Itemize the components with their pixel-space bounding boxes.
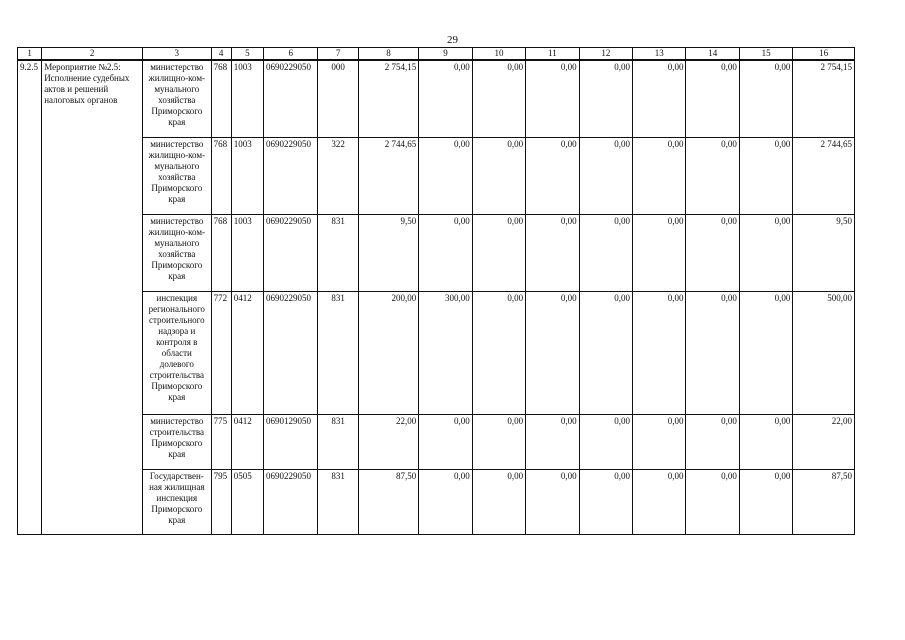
page-number: 29 <box>447 34 458 46</box>
code-cell: 831 <box>318 292 358 415</box>
amount-cell: 0,00 <box>526 60 579 138</box>
amount-cell: 2 744,65 <box>358 138 419 215</box>
column-header: 11 <box>526 48 579 61</box>
code-cell: 768 <box>211 215 231 292</box>
column-header: 7 <box>318 48 358 61</box>
amount-cell: 0,00 <box>739 138 792 215</box>
column-header: 3 <box>143 48 212 61</box>
code-cell: 1003 <box>231 215 263 292</box>
amount-cell: 22,00 <box>358 415 419 470</box>
organization-cell: инспекция регионального строительного надзора и контроля в области долевого строительства Приморского края <box>143 292 212 415</box>
column-header: 14 <box>686 48 739 61</box>
amount-cell: 0,00 <box>686 470 739 535</box>
code-cell: 0690229050 <box>264 138 318 215</box>
amount-cell: 0,00 <box>472 415 525 470</box>
amount-cell: 0,00 <box>419 470 472 535</box>
amount-cell: 0,00 <box>579 470 632 535</box>
measure-number: 9.2.5 <box>18 60 42 535</box>
table-row <box>18 215 855 292</box>
total-cell: 2 744,65 <box>793 138 855 215</box>
amount-cell: 0,00 <box>579 60 632 138</box>
code-cell: 772 <box>211 292 231 415</box>
organization-cell: Государствен-ная жилищная инспекция Приморского края <box>143 470 212 535</box>
code-cell: 0690129050 <box>264 415 318 470</box>
total-cell: 87,50 <box>793 470 855 535</box>
code-cell: 768 <box>211 138 231 215</box>
amount-cell: 0,00 <box>739 60 792 138</box>
column-header: 16 <box>793 48 855 61</box>
amount-cell: 0,00 <box>526 138 579 215</box>
amount-cell: 2 754,15 <box>358 60 419 138</box>
code-cell: 000 <box>318 60 358 138</box>
column-header: 10 <box>472 48 525 61</box>
amount-cell: 0,00 <box>419 215 472 292</box>
code-cell: 831 <box>318 470 358 535</box>
measure-name: Мероприятие №2.5: Исполнение судебных актов и решений налоговых органов <box>42 60 143 535</box>
amount-cell: 0,00 <box>472 215 525 292</box>
column-header: 15 <box>739 48 792 61</box>
code-cell: 795 <box>211 470 231 535</box>
amount-cell: 0,00 <box>526 470 579 535</box>
organization-cell: министерство жилищно-ком-мунального хозяйства Приморского края <box>143 60 212 138</box>
amount-cell: 0,00 <box>686 415 739 470</box>
code-cell: 1003 <box>231 138 263 215</box>
organization-cell: министерство строительства Приморского края <box>143 415 212 470</box>
amount-cell: 0,00 <box>739 415 792 470</box>
amount-cell: 0,00 <box>526 415 579 470</box>
table-row <box>18 60 855 138</box>
amount-cell: 0,00 <box>633 415 686 470</box>
amount-cell: 0,00 <box>686 292 739 415</box>
table-row <box>18 138 855 215</box>
amount-cell: 0,00 <box>739 470 792 535</box>
amount-cell: 0,00 <box>633 292 686 415</box>
amount-cell: 0,00 <box>526 215 579 292</box>
code-cell: 0412 <box>231 415 263 470</box>
amount-cell: 0,00 <box>579 215 632 292</box>
amount-cell: 300,00 <box>419 292 472 415</box>
amount-cell: 0,00 <box>472 60 525 138</box>
amount-cell: 0,00 <box>472 292 525 415</box>
amount-cell: 0,00 <box>526 292 579 415</box>
amount-cell: 0,00 <box>419 138 472 215</box>
column-header: 1 <box>18 48 42 61</box>
amount-cell: 0,00 <box>739 292 792 415</box>
amount-cell: 0,00 <box>633 138 686 215</box>
amount-cell: 0,00 <box>686 215 739 292</box>
organization-cell: министерство жилищно-ком-мунального хозяйства Приморского края <box>143 138 212 215</box>
table-row <box>18 292 855 415</box>
budget-table <box>17 47 855 535</box>
code-cell: 0412 <box>231 292 263 415</box>
code-cell: 0505 <box>231 470 263 535</box>
code-cell: 768 <box>211 60 231 138</box>
column-header: 8 <box>358 48 419 61</box>
amount-cell: 0,00 <box>579 292 632 415</box>
column-header: 12 <box>579 48 632 61</box>
amount-cell: 0,00 <box>419 415 472 470</box>
code-cell: 0690229050 <box>264 292 318 415</box>
amount-cell: 0,00 <box>579 415 632 470</box>
amount-cell: 0,00 <box>419 60 472 138</box>
code-cell: 0690229050 <box>264 215 318 292</box>
total-cell: 9,50 <box>793 215 855 292</box>
table-row <box>18 470 855 535</box>
amount-cell: 0,00 <box>472 470 525 535</box>
total-cell: 500,00 <box>793 292 855 415</box>
amount-cell: 9,50 <box>358 215 419 292</box>
code-cell: 322 <box>318 138 358 215</box>
table-row <box>18 415 855 470</box>
amount-cell: 200,00 <box>358 292 419 415</box>
column-number-row <box>18 48 855 61</box>
amount-cell: 0,00 <box>633 470 686 535</box>
code-cell: 831 <box>318 415 358 470</box>
code-cell: 0690229050 <box>264 60 318 138</box>
amount-cell: 0,00 <box>472 138 525 215</box>
amount-cell: 0,00 <box>633 60 686 138</box>
column-header: 6 <box>264 48 318 61</box>
amount-cell: 0,00 <box>686 138 739 215</box>
amount-cell: 0,00 <box>686 60 739 138</box>
code-cell: 775 <box>211 415 231 470</box>
column-header: 5 <box>231 48 263 61</box>
amount-cell: 0,00 <box>739 215 792 292</box>
total-cell: 22,00 <box>793 415 855 470</box>
amount-cell: 87,50 <box>358 470 419 535</box>
column-header: 2 <box>42 48 143 61</box>
column-header: 9 <box>419 48 472 61</box>
code-cell: 0690229050 <box>264 470 318 535</box>
organization-cell: министерство жилищно-ком-мунального хозяйства Приморского края <box>143 215 212 292</box>
amount-cell: 0,00 <box>633 215 686 292</box>
code-cell: 831 <box>318 215 358 292</box>
column-header: 4 <box>211 48 231 61</box>
code-cell: 1003 <box>231 60 263 138</box>
amount-cell: 0,00 <box>579 138 632 215</box>
column-header: 13 <box>633 48 686 61</box>
total-cell: 2 754,15 <box>793 60 855 138</box>
